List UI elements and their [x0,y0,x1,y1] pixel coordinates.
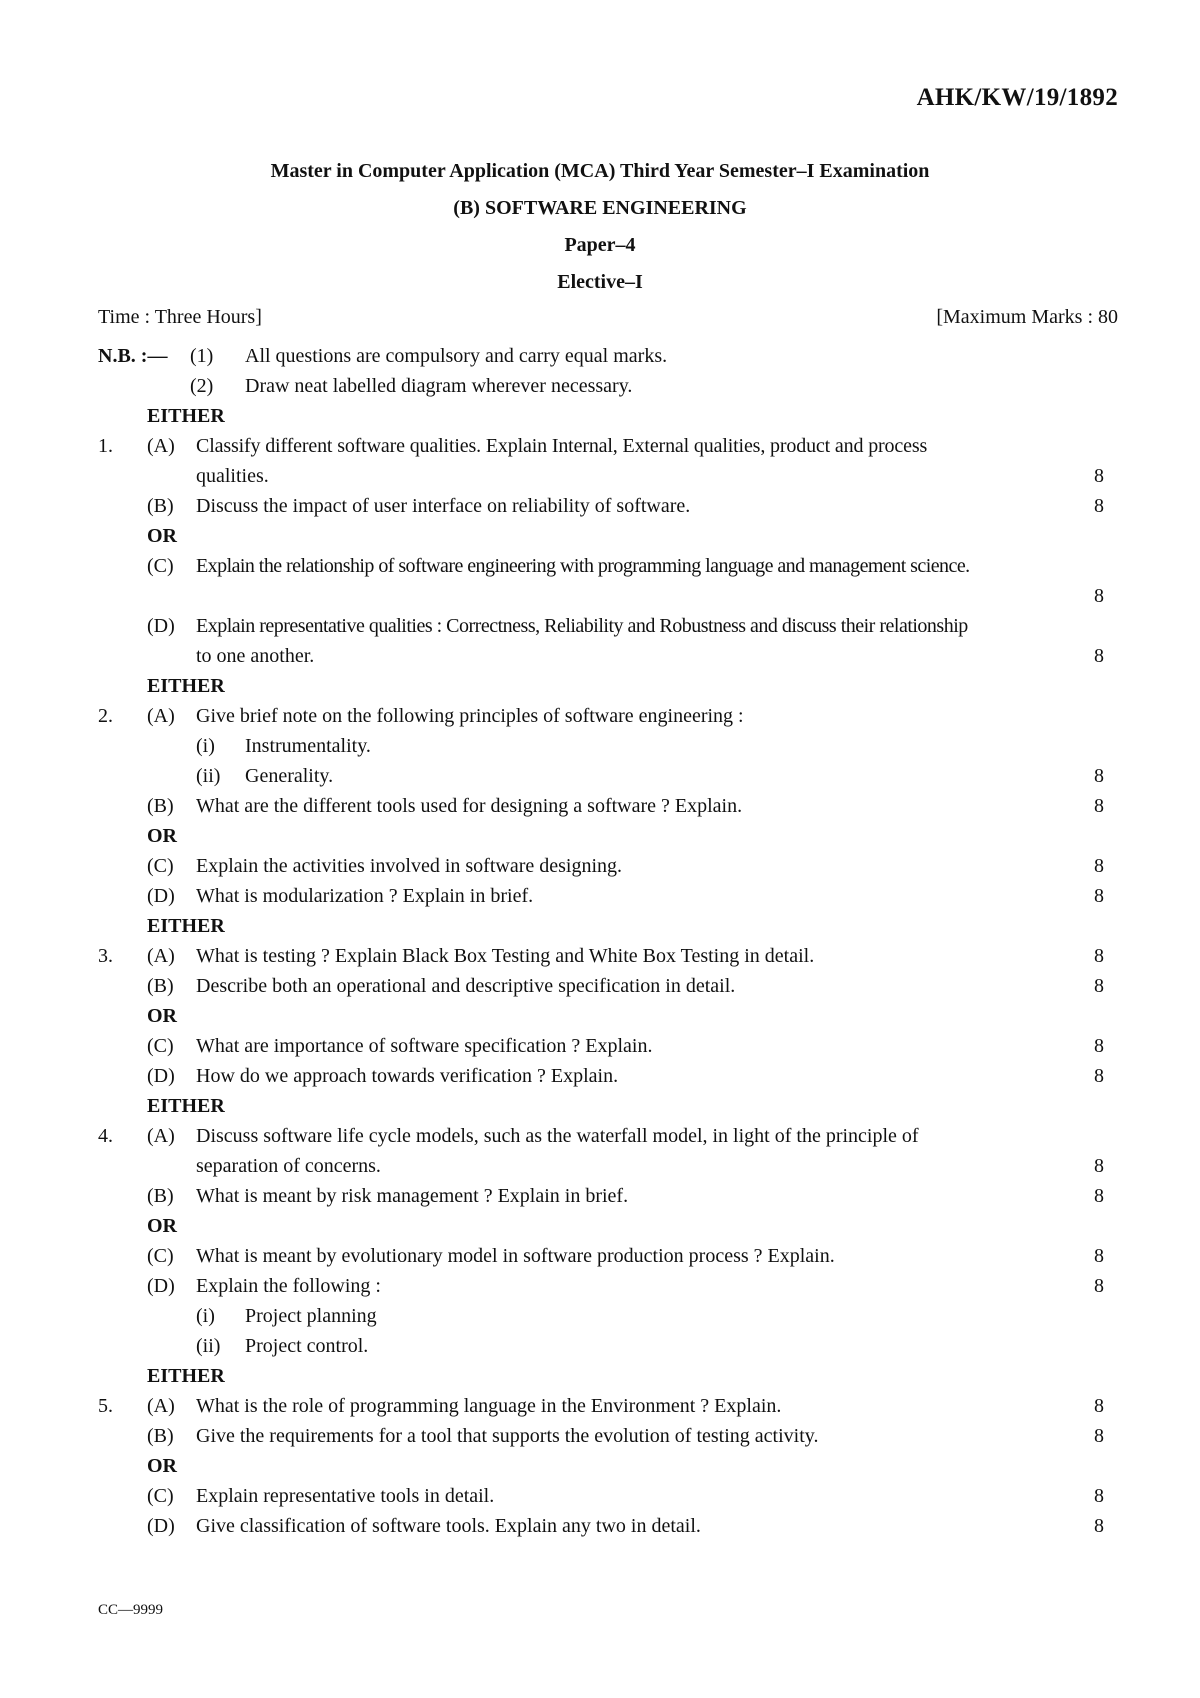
or-label: OR [147,1455,177,1477]
question-text: Classify different software qualities. Explain Internal, External qualities, product and process [196,435,928,457]
marks: 8 [1094,465,1104,487]
question-text: qualities. [196,465,269,487]
question-text: separation of concerns. [196,1155,381,1177]
item-text: Instrumentality. [245,735,371,757]
item-label: (i) [196,735,215,757]
marks: 8 [1094,1035,1104,1057]
elective-label: Elective–I [557,271,643,293]
marks: 8 [1094,1485,1104,1507]
question-text: What is meant by evolutionary model in software production process ? Explain. [196,1245,835,1267]
marks: 8 [1094,1155,1104,1177]
paper-code: AHK/KW/19/1892 [916,84,1118,111]
question-text: Explain the relationship of software engineering with programming language and management science. [196,555,970,577]
either-label: EITHER [147,675,225,697]
question-text: Give the requirements for a tool that supports the evolution of testing activity. [196,1425,819,1447]
subquestion-label: (D) [147,1065,175,1087]
item-text: Project control. [245,1335,369,1357]
subquestion-label: (B) [147,1185,174,1207]
max-marks-label: [Maximum Marks : 80 [936,306,1118,328]
nb-instruction-2: Draw neat labelled diagram wherever necessary. [245,375,633,397]
subquestion-label: (D) [147,615,175,637]
subquestion-label: (D) [147,1515,175,1537]
marks: 8 [1094,1275,1104,1297]
subquestion-label: (C) [147,1035,174,1057]
subquestion-label: (D) [147,1275,175,1297]
or-label: OR [147,1215,177,1237]
subquestion-label: (C) [147,555,174,577]
subject-title: (B) SOFTWARE ENGINEERING [453,197,747,219]
question-text: to one another. [196,645,315,667]
marks: 8 [1094,975,1104,997]
either-label: EITHER [147,1365,225,1387]
question-text: What is meant by risk management ? Explain in brief. [196,1185,629,1207]
question-text: Discuss the impact of user interface on reliability of software. [196,495,691,517]
marks: 8 [1094,585,1104,607]
marks: 8 [1094,1245,1104,1267]
question-text: What is testing ? Explain Black Box Testing and White Box Testing in detail. [196,945,815,967]
subquestion-label: (A) [147,945,175,967]
either-label: EITHER [147,915,225,937]
marks: 8 [1094,1185,1104,1207]
item-label: (ii) [196,1335,221,1357]
question-text: Explain the following : [196,1275,381,1297]
marks: 8 [1094,765,1104,787]
nb-number-1: (1) [190,345,214,367]
question-text: Discuss software life cycle models, such as the waterfall model, in light of the principle of [196,1125,919,1147]
marks: 8 [1094,945,1104,967]
question-text: Give brief note on the following principles of software engineering : [196,705,744,727]
item-text: Project planning [245,1305,377,1327]
marks: 8 [1094,795,1104,817]
marks: 8 [1094,885,1104,907]
question-number: 4. [98,1125,113,1147]
item-label: (i) [196,1305,215,1327]
question-number: 2. [98,705,113,727]
marks: 8 [1094,1065,1104,1087]
subquestion-label: (C) [147,1245,174,1267]
subquestion-label: (B) [147,495,174,517]
paper-number: Paper–4 [564,234,636,256]
question-number: 1. [98,435,113,457]
or-label: OR [147,825,177,847]
subquestion-label: (C) [147,1485,174,1507]
question-text: Describe both an operational and descriptive specification in detail. [196,975,736,997]
marks: 8 [1094,1395,1104,1417]
subquestion-label: (A) [147,1125,175,1147]
question-text: What are importance of software specification ? Explain. [196,1035,653,1057]
item-label: (ii) [196,765,221,787]
subquestion-label: (B) [147,795,174,817]
nb-number-2: (2) [190,375,214,397]
either-label: EITHER [147,1095,225,1117]
time-label: Time : Three Hours] [98,306,262,328]
marks: 8 [1094,1425,1104,1447]
subquestion-label: (B) [147,975,174,997]
question-text: Explain the activities involved in software designing. [196,855,623,877]
subquestion-label: (D) [147,885,175,907]
nb-instruction-1: All questions are compulsory and carry equal marks. [245,345,668,367]
either-label: EITHER [147,405,225,427]
footer-code: CC—9999 [98,1602,164,1618]
question-number: 5. [98,1395,113,1417]
or-label: OR [147,525,177,547]
or-label: OR [147,1005,177,1027]
marks: 8 [1094,495,1104,517]
subquestion-label: (A) [147,435,175,457]
question-text: Explain representative tools in detail. [196,1485,495,1507]
question-text: How do we approach towards verification ? Explain. [196,1065,619,1087]
question-text: What are the different tools used for designing a software ? Explain. [196,795,743,817]
marks: 8 [1094,1515,1104,1537]
question-text: What is modularization ? Explain in brief. [196,885,534,907]
question-number: 3. [98,945,113,967]
marks: 8 [1094,645,1104,667]
subquestion-label: (A) [147,1395,175,1417]
item-text: Generality. [245,765,334,787]
nb-label: N.B. :— [98,345,168,367]
question-text: Give classification of software tools. Explain any two in detail. [196,1515,701,1537]
question-text: What is the role of programming language in the Environment ? Explain. [196,1395,782,1417]
question-text: Explain representative qualities : Correctness, Reliability and Robustness and discuss their relationship [196,615,968,637]
marks: 8 [1094,855,1104,877]
subquestion-label: (B) [147,1425,174,1447]
subquestion-label: (A) [147,705,175,727]
exam-title: Master in Computer Application (MCA) Third Year Semester–I Examination [270,160,930,182]
subquestion-label: (C) [147,855,174,877]
